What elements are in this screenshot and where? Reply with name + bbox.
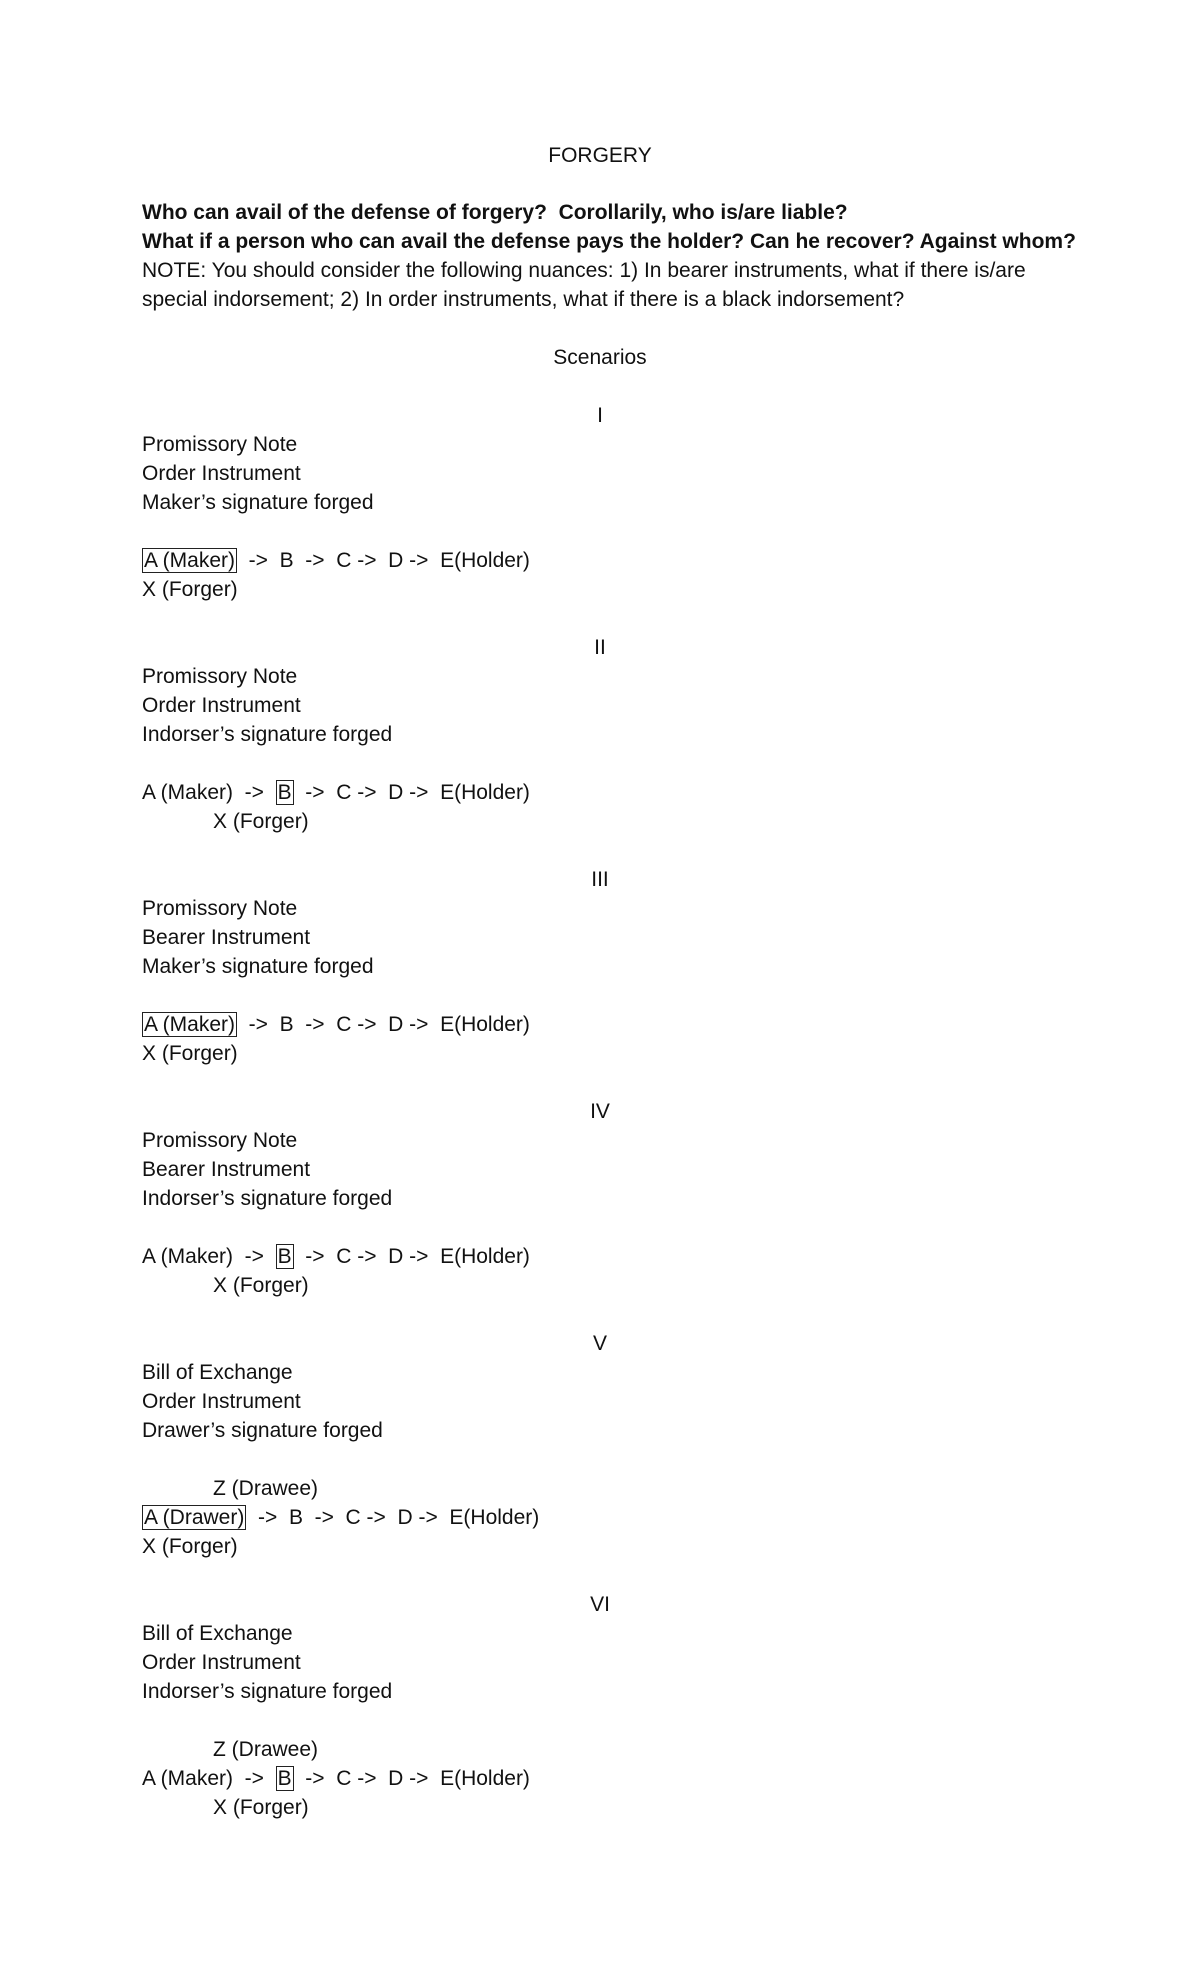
drawee-label: Z (Drawee) [213,1738,319,1761]
scenario-desc-line: Promissory Note [142,665,298,688]
question-2: What if a person who can avail the defense pays the holder? Can he recover? Against whom? [142,230,1076,253]
scenario-desc-line: Order Instrument [142,1390,301,1413]
scenario-desc-line: Drawer’s signature forged [142,1419,383,1442]
forger-label: X (Forger) [213,1796,309,1819]
scenario-numeral: II [594,636,606,659]
negotiation-chain [142,1503,539,1532]
negotiation-chain [142,1764,530,1793]
chain-rest: -> C -> D -> E(Holder) [293,781,530,804]
chain-prefix: A (Maker) -> [142,781,276,804]
forged-party-box: A (Maker) [144,1013,236,1036]
scenario-desc-line: Indorser’s signature forged [142,1680,393,1703]
scenario-numeral: VI [590,1593,610,1616]
chain-rest: -> C -> D -> E(Holder) [293,1767,530,1790]
scenario-desc-line: Bill of Exchange [142,1622,293,1645]
scenarios-heading: Scenarios [553,346,647,369]
forged-party-box: A (Drawer) [144,1506,245,1529]
forger-label: X (Forger) [213,1274,309,1297]
scenario-desc-line: Bill of Exchange [142,1361,293,1384]
scenario-desc-line: Promissory Note [142,433,298,456]
negotiation-chain [142,778,530,807]
forged-party-box: B [277,1767,292,1790]
forger-label: X (Forger) [213,810,309,833]
scenario-desc-line: Maker’s signature forged [142,491,374,514]
scenario-numeral: I [597,404,603,427]
negotiation-chain [142,1010,530,1039]
forger-label: X (Forger) [142,1042,238,1065]
scenario-desc-line: Indorser’s signature forged [142,723,393,746]
note-line-1: NOTE: You should consider the following nuances: 1) In bearer instruments, what if there is/are [142,259,1026,282]
scenario-numeral: V [592,1332,607,1355]
scenario-desc-line: Promissory Note [142,897,298,920]
note-line-2: special indorsement; 2) In order instruments, what if there is a black indorsement? [142,288,905,311]
page-title: FORGERY [548,144,652,167]
chain-rest: -> B -> C -> D -> E(Holder) [246,1506,540,1529]
negotiation-chain [142,546,530,575]
chain-prefix: A (Maker) -> [142,1767,276,1790]
scenario-desc-line: Bearer Instrument [142,926,311,949]
scenario-desc-line: Order Instrument [142,694,301,717]
scenario-numeral: III [591,868,609,891]
forged-party-box: B [277,1245,292,1268]
scenario-numeral: IV [590,1100,610,1123]
scenario-desc-line: Bearer Instrument [142,1158,311,1181]
question-1: Who can avail of the defense of forgery? Corollarily, who is/are liable? [142,201,848,224]
forger-label: X (Forger) [142,1535,238,1558]
negotiation-chain [142,1242,530,1271]
scenario-desc-line: Maker’s signature forged [142,955,374,978]
forged-party-box: A (Maker) [144,549,236,572]
chain-prefix: A (Maker) -> [142,1245,276,1268]
chain-rest: -> B -> C -> D -> E(Holder) [237,549,530,572]
scenario-desc-line: Promissory Note [142,1129,298,1152]
forged-party-box: B [277,781,292,804]
drawee-label: Z (Drawee) [213,1477,319,1500]
chain-rest: -> B -> C -> D -> E(Holder) [237,1013,530,1036]
scenario-desc-line: Order Instrument [142,1651,301,1674]
chain-rest: -> C -> D -> E(Holder) [293,1245,530,1268]
forger-label: X (Forger) [142,578,238,601]
scenario-desc-line: Indorser’s signature forged [142,1187,393,1210]
scenario-desc-line: Order Instrument [142,462,301,485]
